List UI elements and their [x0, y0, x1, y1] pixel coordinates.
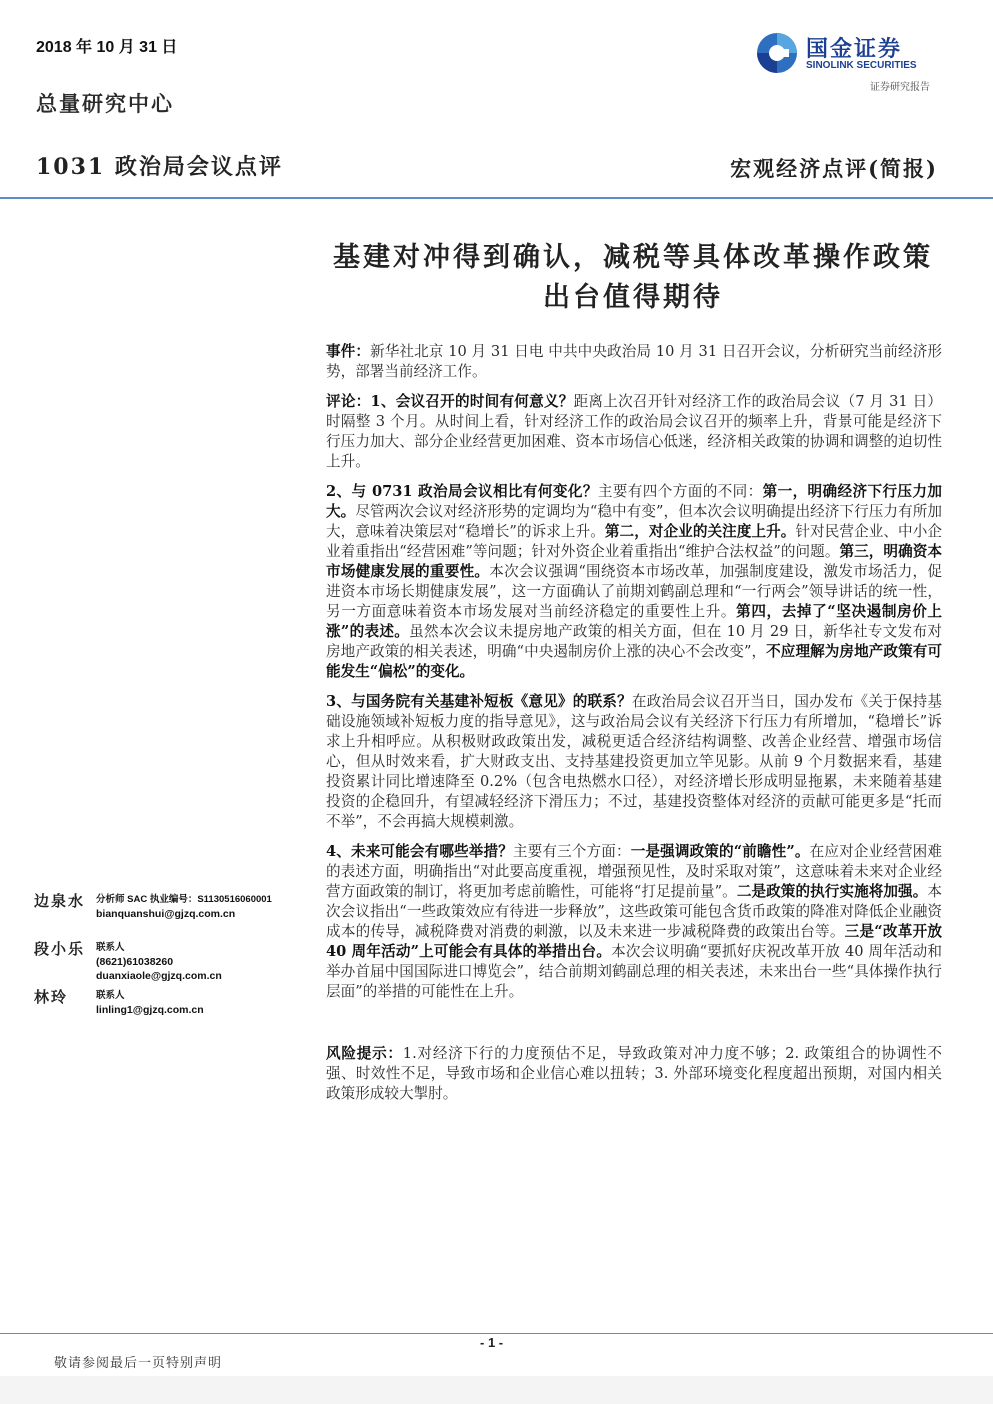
analyst-info: [96, 893, 272, 921]
analyst-phone: (8621)61038260: [96, 956, 174, 968]
answer-4-intro: 主要有三个方面：: [512, 843, 631, 860]
analyst-entry: [34, 936, 314, 984]
question-3: 3、与国务院有关基建补短板《意见》的联系？: [326, 693, 632, 710]
analyst-info: [96, 941, 222, 983]
analyst-role: 分析师 SAC 执业编号：S1130516060001: [96, 894, 272, 905]
answer-2-text-2: 针对民营企业、中小企业着重指出“经营困难”等问题；针对外资企业着重指出“维护合法权益”的问题。: [326, 523, 942, 560]
answer-4-point-2: 二是政策的执行实施将加强。: [736, 883, 928, 900]
analyst-role: 联系人: [96, 942, 125, 953]
disclaimer-note: 敬请参阅最后一页特别声明: [54, 1356, 223, 1371]
comment-label: 评论：: [326, 393, 371, 410]
answer-4-point-3: 三是“改革开放 40 周年活动”上可能会有具体的举措出台。: [326, 923, 942, 960]
question-4: 4、未来可能会有哪些举措？: [326, 843, 513, 860]
report-date: 2018 年 10 月 31 日: [36, 39, 178, 56]
logo-name-en: SINOLINK SECURITIES: [806, 60, 917, 71]
logo-mark-icon: [756, 32, 798, 74]
logo-name-cn: 国金证券: [806, 37, 903, 62]
event-text: 新华社北京 10 月 31 日电 中共中央政治局 10 月 31 日召开会议，分析研究当前经济形势，部署当前经济工作。: [326, 343, 942, 380]
comment-paragraph-3: [326, 692, 942, 832]
event-label: 事件：: [326, 343, 371, 360]
risk-label: 风险提示：: [326, 1045, 403, 1062]
answer-2-text-1: 尽管两次会议对经济形势的定调均为“稳中有变”，但本次会议明确提出经济下行压力有所加大，意味着决策层对“稳增长”的诉求上升。: [326, 503, 942, 540]
answer-2-point-3: 第三，明确资本市场健康发展的重要性。: [326, 543, 942, 580]
analyst-name: 林玲: [34, 988, 69, 1006]
risk-paragraph: [326, 1044, 942, 1104]
risk-text: 1.对经济下行的力度预估不足，导致政策对冲力度不够；2. 政策组合的协调性不强、时效性不足，导致市场和企业信心难以扭转；3. 外部环境变化程度超出预期，对国内相关政策形成较大掣肘。: [326, 1045, 942, 1102]
analyst-email[interactable]: linling1@gjzq.com.cn: [96, 1004, 204, 1016]
comment-paragraph-2: [326, 482, 942, 682]
research-center: 总量研究中心: [36, 91, 174, 116]
answer-2-text-3: 本次会议强调“围绕资本市场改革，加强制度建设，激发市场活力，促进资本市场长期健康发展”，这一方面确认了前期刘鹤副总理和“一行两会”领导讲话的统一性，另一方面意味着资本市场发展对当前经济稳定的重要性上升。: [326, 563, 942, 620]
report-series-title: 1031 政治局会议点评: [36, 154, 283, 180]
answer-4-text-1: 在应对企业经营困难的表述方面，明确指出“对此要高度重视，增强预见性，及时采取对策”，这意味着未来对企业经营方面政策的制订，将更加考虑前瞻性，可能将“打足提前量”。: [326, 843, 942, 900]
comment-paragraph-1: [326, 392, 942, 472]
header-divider: [0, 197, 993, 199]
logo-subtitle: 证券研究报告: [870, 82, 930, 93]
comment-paragraph-4: [326, 842, 942, 1002]
analyst-role: 联系人: [96, 990, 125, 1001]
answer-4-text-3: 本次会议明确“要抓好庆祝改革开放 40 周年活动和举办首届中国国际进口博览会”，结合前期刘鹤副总理的相关表述，未来出台一些“具体操作执行层面”的举措的可能性在上升。: [326, 943, 942, 1000]
headline: [318, 238, 948, 318]
answer-4-text-2: 本次会议指出“一些政策效应有待进一步释放”，这些政策可能包含货币政策的降准对降低企业融资成本的传导，减税降费对消费的刺激，以及未来进一步减税降费的政策出台等。: [326, 883, 942, 940]
answer-4-point-1: 一是强调政策的“前瞻性”。: [630, 843, 810, 860]
answer-2-text-4: 虽然本次会议未提房地产政策的相关方面，但在 10 月 29 日，新华社专文发布对房地产政策的相关表述，明确“中央遏制房价上涨的决心不会改变”，: [326, 623, 942, 660]
answer-1: 距离上次召开针对经济工作的政治局会议（7 月 31 日）时隔整 3 个月。从时间上看，针对经济工作的政治局会议召开的频率上升，背景可能是经济下行压力加大、部分企业经营更加困难、资本市场信心低迷，经济相关政策的协调和调整的迫切性上升。: [326, 393, 942, 470]
analyst-list: [34, 888, 314, 1032]
answer-2-intro: 主要有四个方面的不同：: [597, 483, 763, 500]
analyst-entry: [34, 984, 314, 1032]
analyst-name: 段小乐: [34, 940, 86, 958]
footer-divider: [0, 1333, 993, 1334]
headline-line-2: 出台值得期待: [543, 282, 723, 313]
analyst-entry: [34, 888, 314, 936]
answer-2-point-2: 第二，对企业的关注度上升。: [604, 523, 796, 540]
footer-band: [0, 1376, 993, 1404]
answer-3: 在政治局会议召开当日，国办发布《关于保持基础设施领域补短板力度的指导意见》，这与政治局会议有关经济下行压力有所增加，“稳增长”诉求上升相呼应。从积极财政政策出发，减税更适合经济结构调整、改善企业经营、增强市场信心，但从时效来看，扩大财政支出、支持基建投资更加立竿见影。从前 9 个月数据来看，基建投资累计同比增速降至 0.2%（包含电热燃水口径），对经济增长形成明显拖累，未来随着基建投资的企稳回升，有望减轻经济下滑压力；不过，基建投资整体对经济的贡献可能更多是“托而不举”，不会再搞大规模刺激。: [326, 693, 942, 830]
answer-2-point-4: 第四，去掉了“坚决遏制房价上涨”的表述。: [326, 603, 942, 640]
report-type: 宏观经济点评(简报): [730, 156, 938, 181]
analyst-name: 边泉水: [34, 892, 86, 910]
event-paragraph: [326, 342, 942, 382]
page-number: - 1 -: [480, 1335, 504, 1350]
analyst-email[interactable]: bianquanshui@gjzq.com.cn: [96, 908, 236, 920]
analyst-info: [96, 989, 204, 1017]
analyst-email[interactable]: duanxiaole@gjzq.com.cn: [96, 970, 222, 982]
answer-2-point-1: 第一，明确经济下行压力加大。: [326, 483, 942, 520]
answer-2-conclusion: 不应理解为房地产政策有可能发生“偏松”的变化。: [326, 643, 942, 680]
company-logo: [756, 30, 946, 100]
question-2: 2、与 0731 政治局会议相比有何变化？: [326, 483, 598, 500]
report-body: [326, 342, 942, 1114]
question-1: 1、会议召开的时间有何意义？: [370, 393, 574, 410]
headline-line-1: 基建对冲得到确认，减税等具体改革操作政策: [333, 242, 933, 273]
